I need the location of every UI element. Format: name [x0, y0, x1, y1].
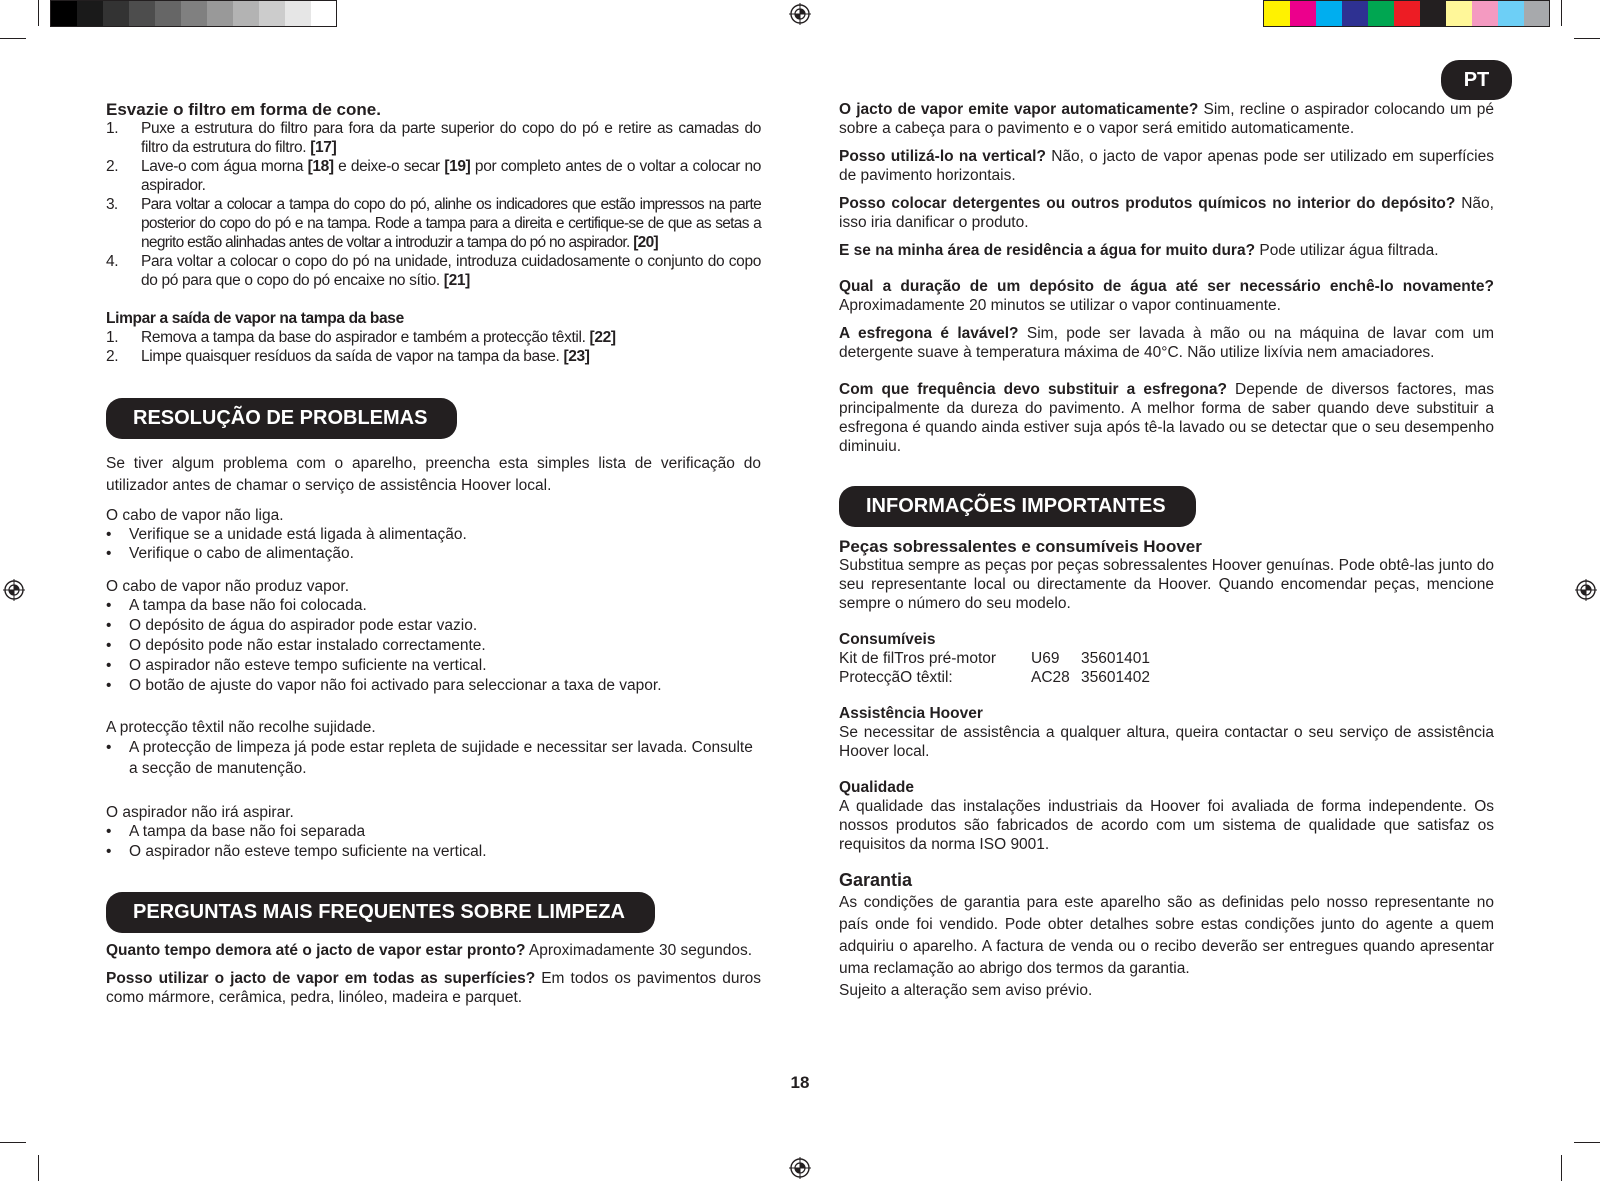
parts-text: Substitua sempre as peças por peças sobressalentes Hoover genuínas. Pode obtê-las junto do seu representante local ou directamente da Hoover. Quando encomendar peças, mencione sempre o número do seu modelo.	[839, 557, 1494, 612]
assistance-title: Assistência Hoover	[839, 705, 983, 722]
problem-title: A protecção têxtil não recolhe sujidade.	[106, 719, 376, 736]
list-item: • A tampa da base não foi separada	[106, 823, 366, 840]
check-item-text: Verifique o cabo de alimentação.	[129, 545, 354, 562]
check-item-text: A protecção de limpeza já pode estar repleta de sujidade e necessitar ser lavada. Consulte a secção de manutenção.	[129, 739, 753, 777]
figure-ref: [17]	[310, 139, 337, 156]
faq-answer: Depende de diversos factores, mas principalmente da dureza do pavimento. A melhor forma de saber quando deve substituir a esfregona é quando ainda estiver suja após tê-la lavado ou se detectar que o seu desempenho diminuiu.	[839, 381, 1494, 455]
faq-question: Com que frequência devo substituir a esfregona?	[839, 381, 1227, 398]
check-item-text: O botão de ajuste do vapor não foi activado para seleccionar a taxa de vapor.	[129, 677, 662, 694]
steam-section-title: Limpar a saída de vapor na tampa da base	[106, 310, 404, 327]
table-row	[839, 649, 1150, 668]
problem-title: O cabo de vapor não liga.	[106, 507, 284, 524]
filter-steps-list	[106, 119, 761, 290]
list-item: • O botão de ajuste do vapor não foi activado para seleccionar a taxa de vapor.	[106, 677, 662, 694]
problem-group	[106, 803, 761, 862]
list-item: • Verifique o cabo de alimentação.	[106, 545, 354, 562]
list-item	[106, 195, 761, 252]
step-text: e deixe-o secar	[333, 158, 445, 175]
faq-answer: Em todos os pavimentos duros como mármore, cerâmica, pedra, linóleo, madeira e parquet.	[106, 970, 761, 1006]
step-text: Lave-o com água morna	[141, 158, 308, 175]
check-item-text: O depósito pode não estar instalado correctamente.	[129, 637, 486, 654]
faq-entry	[839, 380, 1494, 456]
consumable-name: ProtecçãO têxtil:	[839, 669, 953, 686]
list-item	[106, 157, 761, 195]
step-number: 3.	[106, 196, 118, 213]
list-item	[106, 252, 761, 290]
list-item: • O depósito pode não estar instalado correctamente.	[106, 637, 486, 654]
problem-checklist	[106, 525, 761, 563]
faq-entry	[839, 241, 1494, 260]
important-info-heading: INFORMAÇÕES IMPORTANTES	[839, 486, 1196, 527]
figure-ref: [21]	[443, 272, 470, 289]
crop-mark	[0, 38, 26, 39]
faq-question: A esfregona é lavável?	[839, 325, 1019, 342]
figure-ref: [22]	[589, 329, 616, 346]
filter-section-title: Esvazie o filtro em forma de cone.	[106, 100, 381, 119]
crop-mark	[38, 0, 39, 26]
problem-checklist	[106, 596, 761, 696]
consumable-code: U69	[1031, 650, 1060, 667]
grayscale-calibration-bar	[50, 0, 337, 27]
color-calibration-bar	[1263, 0, 1550, 27]
list-item	[106, 119, 761, 157]
problem-group	[106, 506, 761, 563]
troubleshooting-heading: RESOLUÇÃO DE PROBLEMAS	[106, 398, 457, 439]
list-item: • A tampa da base não foi colocada.	[106, 597, 367, 614]
check-item-text: A tampa da base não foi separada	[129, 823, 366, 840]
problem-checklist	[106, 737, 761, 779]
faq-answer: Não, o jacto de vapor apenas pode ser utilizado em superfícies de pavimento horizontais.	[839, 148, 1494, 184]
check-item-text: A tampa da base não foi colocada.	[129, 597, 367, 614]
crop-mark	[1561, 0, 1562, 26]
right-column	[839, 100, 1494, 1002]
step-text: Puxe a estrutura do filtro para fora da parte superior do copo do pó e retire as camadas do filtro da estrutura do filtro.	[141, 120, 761, 156]
problem-checklist	[106, 822, 761, 862]
step-text: Limpe quaisquer resíduos da saída de vapor na tampa da base.	[141, 348, 560, 365]
faq-entry	[839, 100, 1494, 138]
list-item: • O aspirador não esteve tempo suficiente na vertical.	[106, 657, 487, 674]
faq-entry	[106, 969, 761, 1007]
faq-entry	[839, 324, 1494, 362]
figure-ref: [23]	[563, 348, 590, 365]
faq-answer: Não, isso iria danificar o produto.	[839, 195, 1494, 231]
faq-question: Qual a duração de um depósito de água até ser necessário enchê-lo novamente?	[839, 278, 1494, 295]
faq-question: Quanto tempo demora até o jacto de vapor estar pronto?	[106, 942, 526, 959]
faq-question: Posso utilizar o jacto de vapor em todas as superfícies?	[106, 970, 536, 987]
problem-group	[106, 577, 761, 696]
faq-question: Posso colocar detergentes ou outros produtos químicos no interior do depósito?	[839, 195, 1456, 212]
language-tab-label: PT	[1463, 69, 1490, 91]
faq-answer: Pode utilizar água filtrada.	[1255, 242, 1439, 259]
step-number: 2.	[106, 158, 119, 175]
list-item: • O depósito de água do aspirador pode estar vazio.	[106, 617, 478, 634]
problem-title: O cabo de vapor não produz vapor.	[106, 578, 349, 595]
faq-question: O jacto de vapor emite vapor automaticamente?	[839, 101, 1199, 118]
crop-mark	[38, 1155, 39, 1181]
figure-ref: [20]	[633, 234, 658, 251]
step-number: 2.	[106, 348, 119, 365]
registration-mark-icon	[789, 3, 811, 25]
faq-entry	[106, 941, 761, 960]
consumable-number: 35601402	[1081, 669, 1150, 686]
check-item-text: O depósito de água do aspirador pode estar vazio.	[129, 617, 478, 634]
table-row	[839, 668, 1150, 687]
faq-answer: Aproximadamente 30 segundos.	[525, 942, 753, 959]
faq-answer: Aproximadamente 20 minutos se utilizar o vapor continuamente.	[839, 297, 1281, 314]
problem-title: O aspirador não irá aspirar.	[106, 804, 294, 821]
problem-group	[106, 718, 761, 779]
step-number: 1.	[106, 120, 119, 137]
step-text: Para voltar a colocar o copo do pó na unidade, introduza cuidadosamente o conjunto do copo do pó para que o copo do pó encaixe no sítio.	[141, 253, 761, 289]
page-number: 18	[790, 1073, 810, 1092]
crop-mark	[1574, 38, 1600, 39]
quality-title: Qualidade	[839, 779, 914, 796]
crop-mark	[0, 1142, 26, 1143]
step-text: Para voltar a colocar a tampa do copo do pó, alinhe os indicadores que estão impressos na parte posterior do copo do pó e na tampa. Rode a tampa para a direita e certifique-se de que as setas a negrito estão alinhadas antes de voltar a introduzir a tampa do pó no aspirador.	[141, 196, 761, 251]
quality-text: A qualidade das instalações industriais da Hoover foi avaliada de forma independente. Os nossos produtos são fabricados de acordo com um sistema de qualidade que satisfaz os requisitos da norma ISO 9001.	[839, 798, 1494, 853]
faq-question: Posso utilizá-lo na vertical?	[839, 148, 1046, 165]
faq-answer: Sim, pode ser lavada à mão ou na máquina de lavar com um detergente suave à temperatura máxima de 40°C. Não utilize lixívia nem amaciadores.	[839, 325, 1494, 361]
warranty-text: As condições de garantia para este aparelho são as definidas pelo nosso representante no país onde foi vendido. Pode obter detalhes sobre estas condições junto do agente a quem adquiriu o aparelho. A factura de venda ou o recibo deverão ser entregues quando apresentar uma reclamação ao abrigo dos termos da garantia.	[839, 894, 1494, 977]
check-item-text: Verifique se a unidade está ligada à alimentação.	[129, 526, 467, 543]
crop-mark	[1574, 1142, 1600, 1143]
step-text: por completo antes de o voltar a colocar no aspirador.	[141, 158, 761, 194]
step-number: 1.	[106, 329, 119, 346]
troubleshooting-intro: Se tiver algum problema com o aparelho, preencha esta simples lista de verificação do utilizador antes de chamar o serviço de assistência Hoover local.	[106, 455, 761, 494]
list-item	[106, 347, 761, 366]
warranty-note: Sujeito a alteração sem aviso prévio.	[839, 982, 1093, 999]
parts-title: Peças sobressalentes e consumíveis Hoover	[839, 537, 1202, 556]
language-tab	[1441, 60, 1512, 100]
consumables-table	[839, 649, 1150, 687]
faq-question: E se na minha área de residência a água for muito dura?	[839, 242, 1256, 259]
left-column	[106, 100, 761, 1007]
assistance-text: Se necessitar de assistência a qualquer altura, queira contactar o seu serviço de assistência Hoover local.	[839, 724, 1494, 760]
list-item	[106, 328, 761, 347]
consumable-name: Kit de filTros pré-motor	[839, 650, 997, 667]
faq-entry	[839, 277, 1494, 315]
faq-heading: PERGUNTAS MAIS FREQUENTES SOBRE LIMPEZA	[106, 892, 655, 933]
steam-steps-list	[106, 328, 761, 366]
step-text: Remova a tampa da base do aspirador e também a protecção têxtil.	[141, 329, 586, 346]
check-item-text: O aspirador não esteve tempo suficiente na vertical.	[129, 843, 487, 860]
registration-mark-icon	[789, 1157, 811, 1179]
registration-mark-icon	[1575, 579, 1597, 601]
check-item-text: O aspirador não esteve tempo suficiente na vertical.	[129, 657, 487, 674]
warranty-title: Garantia	[839, 870, 913, 890]
list-item: • Verifique se a unidade está ligada à alimentação.	[106, 526, 467, 543]
faq-entry	[839, 194, 1494, 232]
registration-mark-icon	[3, 579, 25, 601]
faq-answer: Sim, recline o aspirador colocando um pé sobre a cabeça para o pavimento e o vapor será emitido automaticamente.	[839, 101, 1494, 137]
step-number: 4.	[106, 253, 119, 270]
consumable-code: AC28	[1031, 669, 1070, 686]
consumable-number: 35601401	[1081, 650, 1150, 667]
list-item: • O aspirador não esteve tempo suficiente na vertical.	[106, 843, 487, 860]
faq-entry	[839, 147, 1494, 185]
crop-mark	[1561, 1155, 1562, 1181]
consumables-title: Consumíveis	[839, 631, 936, 648]
figure-ref: [18]	[307, 158, 334, 175]
figure-ref: [19]	[444, 158, 471, 175]
list-item: • A protecção de limpeza já pode estar repleta de sujidade e necessitar ser lavada. Consulte a secção de manutenção.	[106, 739, 753, 777]
